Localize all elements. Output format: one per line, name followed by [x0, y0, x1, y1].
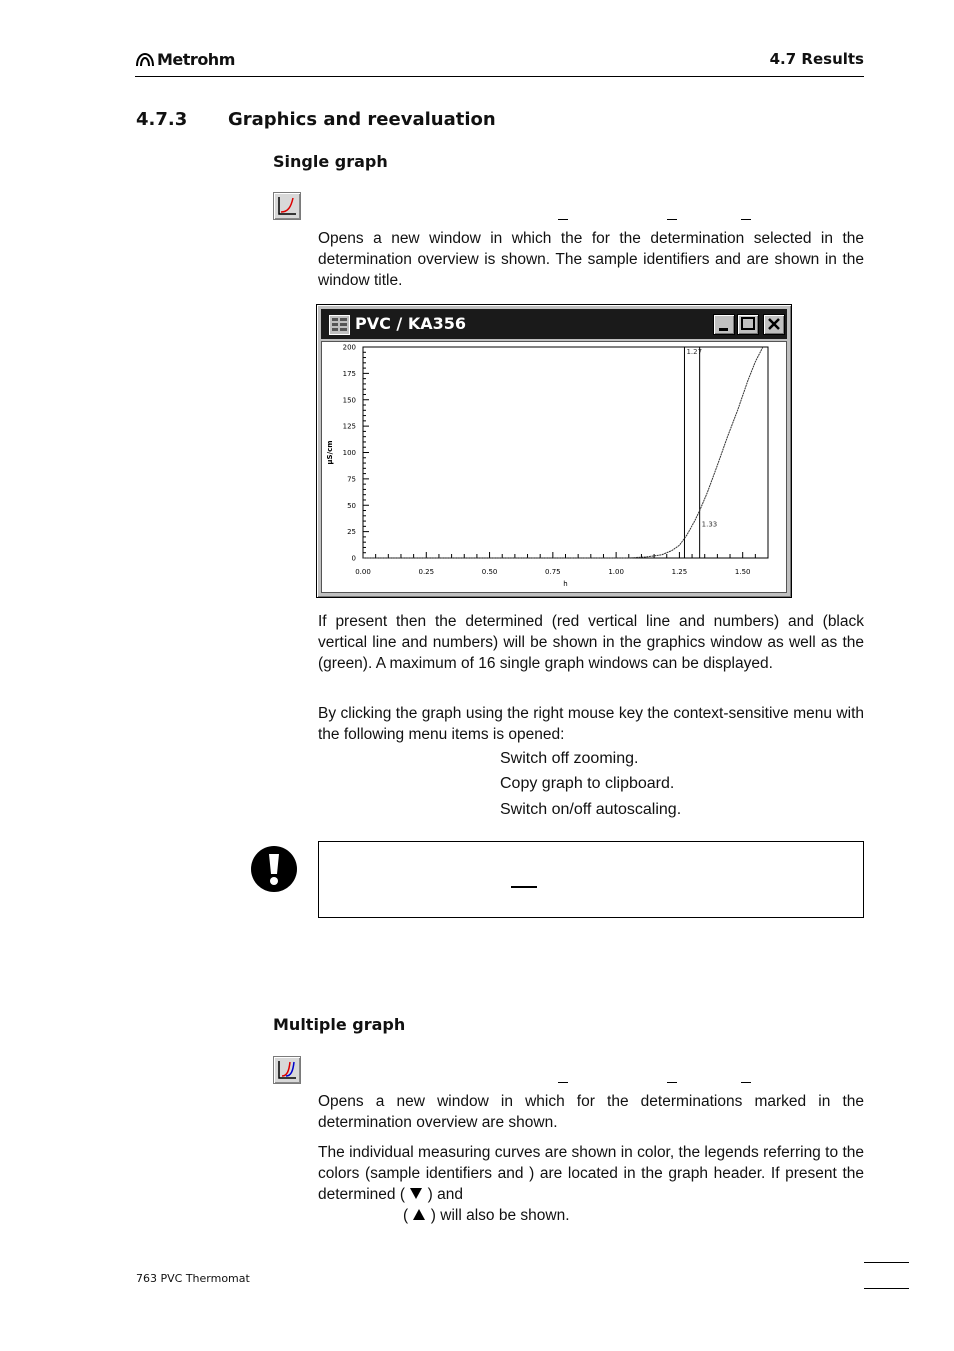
menu-item-zoom-off: Switch off zooming.: [500, 750, 639, 767]
section-title: [136, 109, 496, 130]
window-system-icon[interactable]: [329, 315, 350, 335]
plot-area[interactable]: [321, 341, 787, 593]
x-tick-label: 1.00: [608, 568, 624, 576]
note-box: [318, 841, 864, 918]
brand-name: Metrohm: [157, 50, 235, 69]
x-tick-label: 1.25: [671, 568, 688, 576]
x-axis-label: h: [563, 580, 568, 588]
brand-logo: [135, 50, 235, 69]
y-tick-label: 75: [347, 475, 356, 484]
minimize-button[interactable]: [713, 314, 735, 335]
section-reference: 4.7 Results: [769, 50, 864, 68]
section-title-text: Graphics and reevaluation: [228, 109, 496, 130]
section-number: 4.7.3: [136, 109, 188, 130]
close-icon: [764, 315, 784, 334]
legend-text-part: ) and: [427, 1186, 463, 1203]
multiple-graph-heading: Multiple graph: [273, 1015, 406, 1034]
maximize-button[interactable]: [737, 314, 759, 335]
y-tick-label: 200: [342, 343, 356, 352]
triangle-down-icon: [409, 1187, 423, 1200]
single-graph-heading: Single graph: [273, 152, 388, 171]
maximize-icon: [738, 315, 758, 334]
y-tick-label: 25: [347, 528, 356, 537]
x-tick-label: 0.50: [481, 568, 498, 576]
triangle-up-icon: [412, 1208, 426, 1221]
legend-text-part: The individual measuring curves are shown in color, the legends referring to the colors (sample identifiers and ) are located in the graph header. If present the determined (: [318, 1144, 864, 1203]
window-title: PVC / KA356: [355, 314, 467, 333]
footer-rule-top: [864, 1262, 909, 1263]
footer-product: 763 PVC Thermomat: [136, 1272, 250, 1285]
multiple-graph-description: Opens a new window in which for the determinations marked in the determination overview are shown.: [318, 1093, 864, 1131]
multiple-graph-legend-text: [318, 1142, 864, 1226]
x-tick-label: 0.00: [355, 568, 371, 576]
y-tick-label: 150: [342, 396, 356, 405]
underline-mark: [558, 219, 568, 220]
y-tick-label: 125: [342, 422, 356, 431]
marker-label: 1.27: [686, 348, 703, 356]
graph-window[interactable]: [316, 304, 792, 598]
x-tick-label: 0.25: [418, 568, 435, 576]
y-tick-label: 0: [351, 554, 356, 563]
x-tick-label: 0.75: [545, 568, 561, 576]
header-rule: [135, 76, 864, 77]
underline-mark: [558, 1082, 568, 1083]
context-menu-intro: By clicking the graph using the right mouse key the context-sensitive menu with the following menu items is opened:: [318, 705, 864, 743]
single-graph-icon: [274, 193, 300, 219]
multiple-graph-icon: [274, 1057, 300, 1083]
y-tick-label: 50: [347, 501, 356, 510]
underline-mark: [667, 1082, 677, 1083]
underline-mark: [741, 1082, 751, 1083]
marker-label: 1.33: [701, 520, 718, 529]
multiple-graph-toolbar-button[interactable]: [273, 1056, 301, 1084]
legend-text-part: ) will also be shown.: [430, 1207, 570, 1224]
y-axis-label: µS/cm: [326, 440, 334, 465]
menu-item-autoscaling: Switch on/off autoscaling.: [500, 801, 682, 818]
minimize-icon: [714, 315, 734, 334]
menu-item-copy-graph: Copy graph to clipboard.: [500, 775, 675, 792]
single-graph-toolbar-button[interactable]: [273, 192, 301, 220]
underline-mark: [741, 219, 751, 220]
single-graph-description: Opens a new window in which the for the determination selected in the determination overview is shown. The sample identifiers and are shown in the window title.: [318, 230, 864, 289]
footer-rule-bottom: [864, 1288, 909, 1289]
y-tick-label: 100: [342, 449, 356, 457]
conductivity-chart[interactable]: [322, 342, 786, 592]
underline-mark: [667, 219, 677, 220]
warning-icon: [250, 845, 298, 898]
single-graph-markers-text: If present then the determined (red vertical line and numbers) and (black vertical line and numbers) will be shown in the graphics window as well as the (green). A maximum of 16 single graph windows can be displayed.: [318, 613, 864, 672]
close-button[interactable]: [763, 314, 785, 335]
note-underline: [511, 886, 537, 888]
x-tick-label: 1.50: [734, 568, 751, 576]
metrohm-logo-icon: [135, 52, 155, 68]
legend-text-part: (: [403, 1207, 409, 1224]
window-titlebar[interactable]: [321, 309, 787, 339]
y-tick-label: 175: [342, 369, 356, 378]
